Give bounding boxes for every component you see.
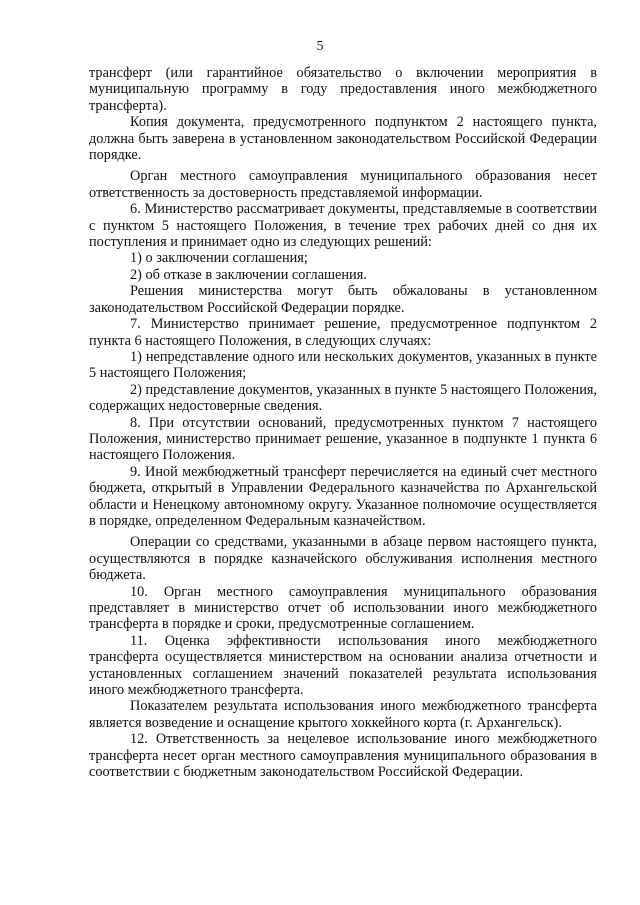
paragraph-clause-11: 11. Оценка эффективности использования иного межбюджетного трансферта осуществляется министерством на основании анализа отчетности и установленных соглашением значений показателей результата использования иного межбюджетного трансферта. (89, 632, 597, 699)
paragraph-clause-9: 9. Иной межбюджетный трансферт перечисляется на единый счет местного бюджета, открытый в Управлении Федерального казначейства по Архангельской области и Ненецкому автономному округу. Указанное полномочие осуществляется в порядке, определенном Федеральным казначейством. (89, 463, 597, 529)
paragraph-clause-8: 8. При отсутствии оснований, предусмотренных пунктом 7 настоящего Положения, министерство принимает решение, указанное в подпункте 1 пункта 6 настоящего Положения. (89, 414, 597, 464)
list-item-clause-7-2: 2) представление документов, указанных в пункте 5 настоящего Положения, содержащих недостоверные сведения. (89, 381, 597, 415)
paragraph-transfer-continuation: трансферт (или гарантийное обязательство о включении мероприятия в муниципальную программу в году предоставления иного межбюджетного трансферта). (89, 65, 597, 114)
document-body (89, 65, 597, 780)
paragraph-result-indicator: Показателем результата использования иного межбюджетного трансферта является возведение и оснащение крытого хоккейного корта (г. Архангельск). (89, 698, 597, 731)
paragraph-operations: Операции со средствами, указанными в абзаце первом настоящего пункта, осуществляются в порядке казначейского обслуживания исполнения местного бюджета. (89, 534, 597, 584)
list-item-clause-6-1: 1) о заключении соглашения; (130, 250, 308, 267)
paragraph-clause-7: 7. Министерство принимает решение, предусмотренное подпунктом 2 пункта 6 настоящего Положения, в следующих случаях: (89, 316, 597, 349)
paragraph-responsibility: Орган местного самоуправления муниципального образования несет ответственность за достоверность представляемой информации. (89, 168, 597, 201)
paragraph-clause-12: 12. Ответственность за нецелевое использование иного межбюджетного трансферта несет орган местного самоуправления муниципального образования в соответствии с бюджетным законодательством Российской Федерации. (89, 731, 597, 781)
list-item-clause-7-1: 1) непредставление одного или нескольких документов, указанных в пункте 5 настоящего Положения; (89, 348, 597, 382)
list-item-clause-6-2: 2) об отказе в заключении соглашения. (130, 266, 367, 283)
paragraph-appeal: Решения министерства могут быть обжалованы в установленном законодательством Российской Федерации порядке. (89, 283, 597, 316)
paragraph-clause-10: 10. Орган местного самоуправления муниципального образования представляет в министерство отчет об использовании иного межбюджетного трансферта в порядке и сроки, предусмотренные соглашением. (89, 583, 597, 633)
paragraph-clause-6: 6. Министерство рассматривает документы, представляемые в соответствии с пунктом 5 настоящего Положения, в течение трех рабочих дней со дня их поступления и принимает одно из следующих решений: (89, 201, 597, 251)
paragraph-document-copy: Копия документа, предусмотренного подпунктом 2 настоящего пункта, должна быть заверена в установленном законодательством Российской Федерации порядке. (89, 114, 597, 164)
page-number: 5 (316, 38, 324, 53)
